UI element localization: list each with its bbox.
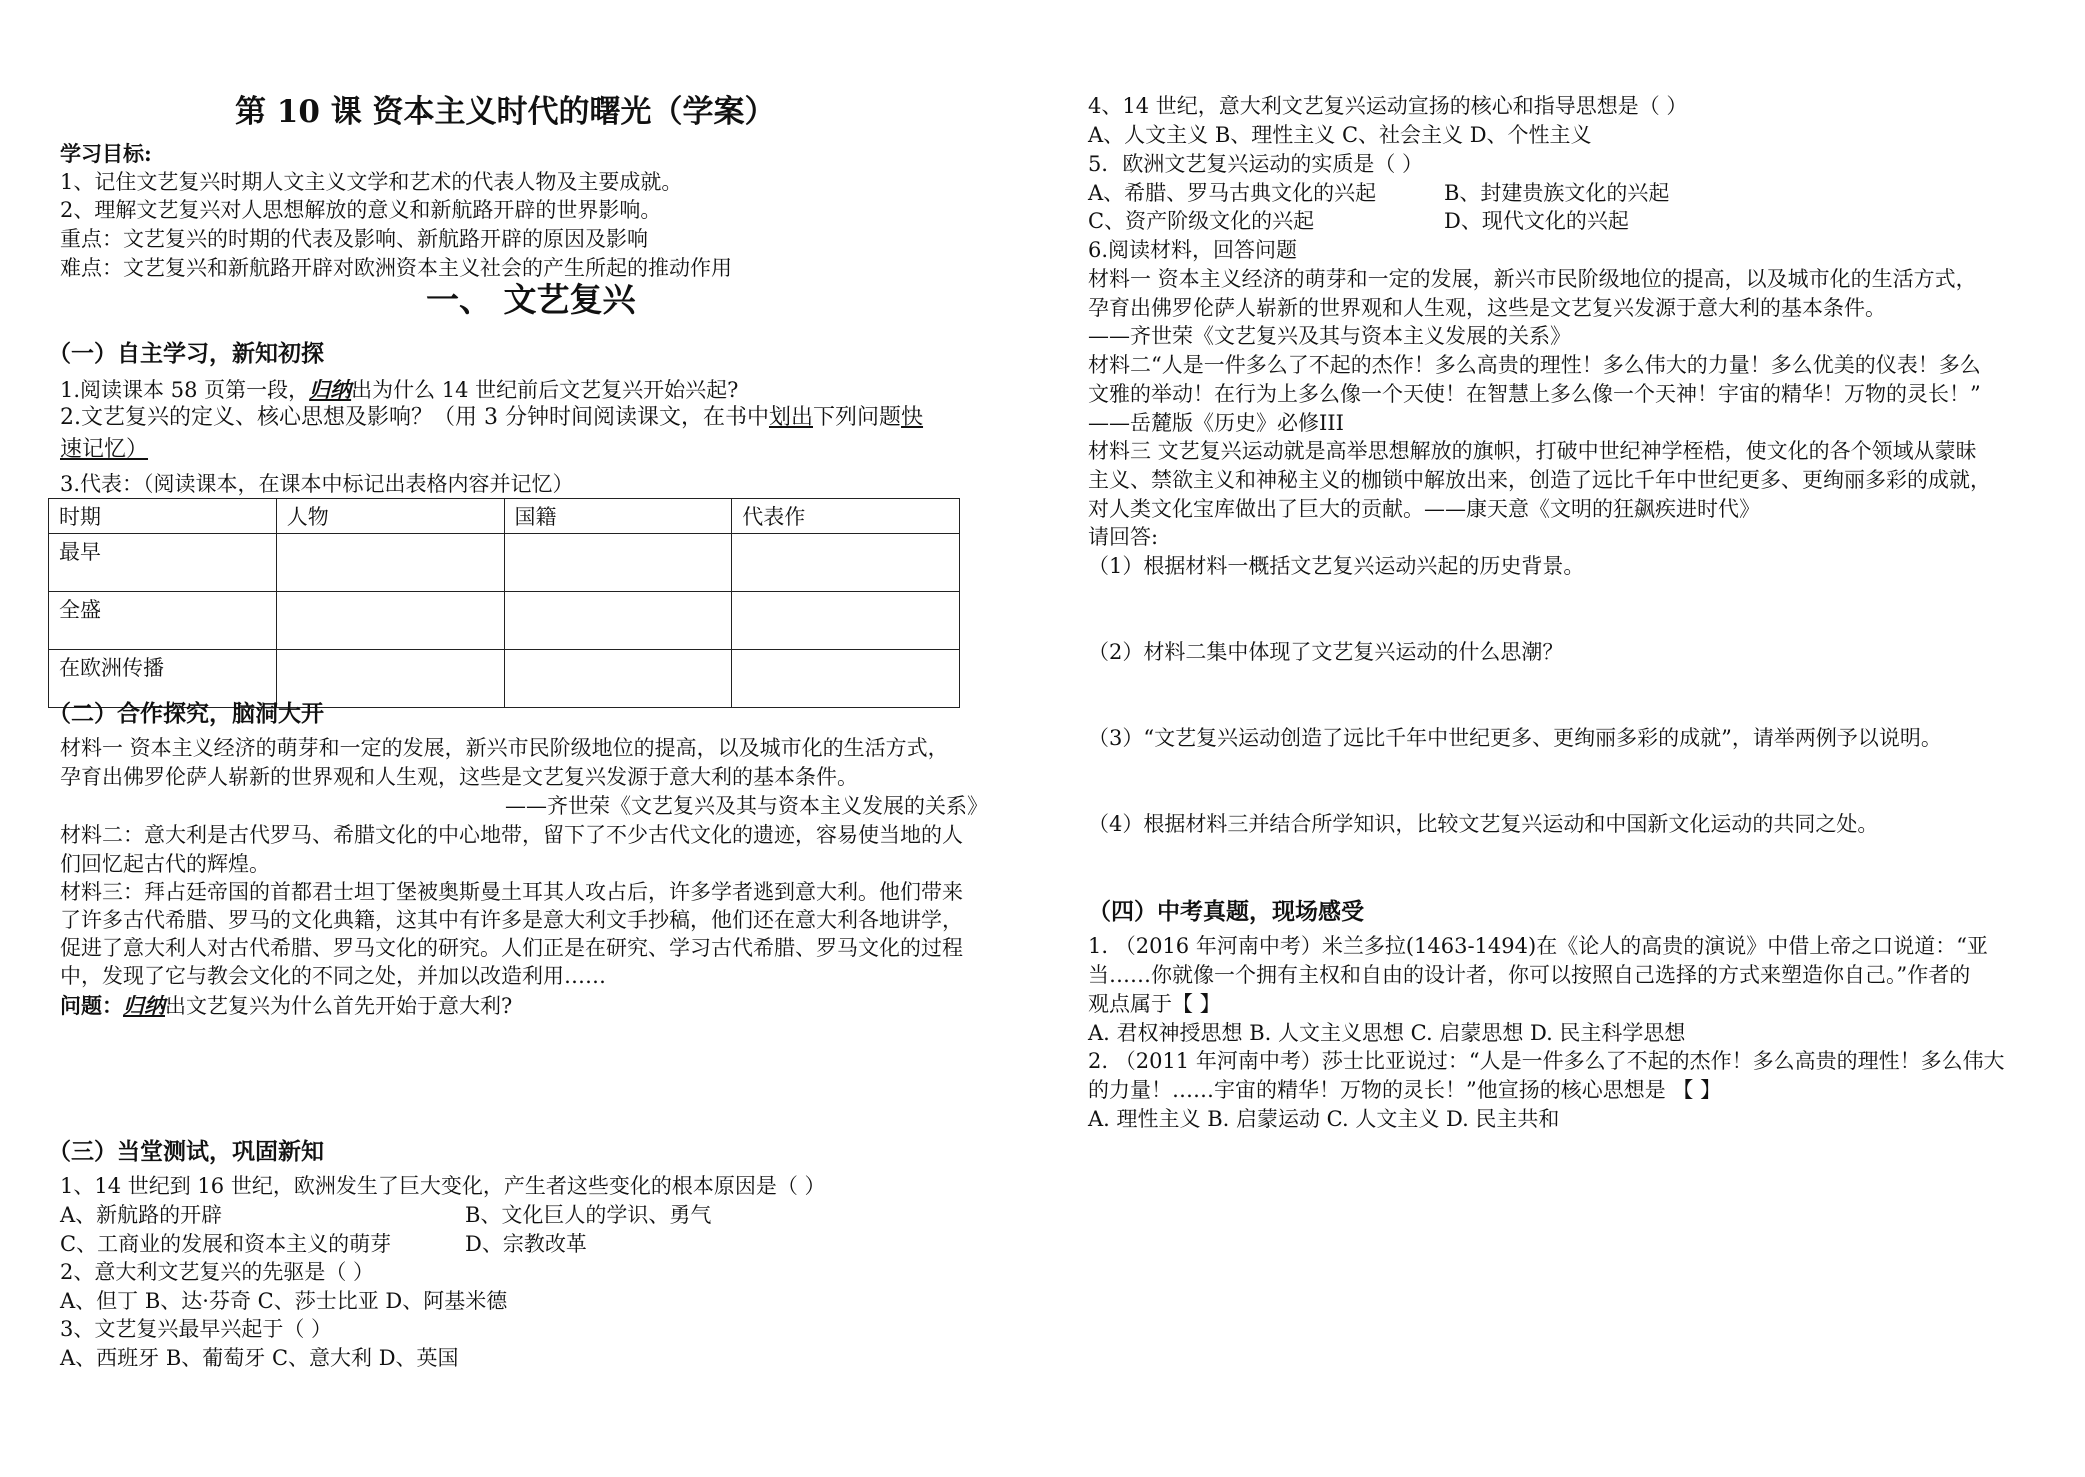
exam-q2: 的力量！……宇宙的精华！万物的灵长！”他宣扬的核心思想是 【 】 [1088, 1078, 1722, 1102]
test-q1-option: A、新航路的开辟 [60, 1203, 223, 1227]
self-study-q2-cont: 速记忆） [60, 437, 149, 462]
test-q1-option: B、文化巨人的学识、勇气 [465, 1203, 712, 1227]
exam-q2-options: A. 理性主义 B. 启蒙运动 C. 人文主义 D. 民主共和 [1088, 1107, 1560, 1131]
test-material-1: 材料一 资本主义经济的萌芽和一定的发展，新兴市民阶级地位的提高，以及城市化的生活方式， [1088, 267, 1977, 291]
test-q1-option: C、工商业的发展和资本主义的萌芽 [60, 1232, 392, 1256]
table-cell[interactable] [504, 650, 732, 708]
question-keyword: 归纳 [123, 993, 165, 1018]
answer-prompt: 请回答: [1088, 525, 1159, 549]
self-study-q1 [60, 376, 738, 404]
test-material-1-source: ——齐世荣《文艺复兴及其与资本主义发展的关系》 [1088, 324, 1571, 348]
q1-keyword: 归纳 [309, 377, 352, 402]
table-cell[interactable] [276, 592, 504, 650]
test-q4: 4、14 世纪，意大利文艺复兴运动宣扬的核心和指导思想是（ ） [1088, 94, 1688, 118]
coop-material-1: 孕育出佛罗伦萨人崭新的世界观和人生观，这些是文艺复兴发源于意大利的基本条件。 [60, 765, 858, 789]
self-study-heading: （一）自主学习，新知初探 [48, 340, 324, 367]
coop-material-1-source: ——齐世荣《文艺复兴及其与资本主义发展的关系》 [505, 794, 988, 818]
table-cell[interactable] [276, 534, 504, 592]
exam-q1: 观点属于【 】 [1088, 992, 1221, 1016]
self-study-q3: 3.代表：（阅读课本，在课本中标记出表格内容并记忆） [60, 472, 574, 496]
coop-question [60, 992, 512, 1020]
test-heading: （三）当堂测试，巩固新知 [48, 1138, 324, 1165]
coop-material-3: 了许多古代希腊、罗马的文化典籍，这其中有许多是意大利文手抄稿，他们还在意大利各地讲学， [60, 908, 963, 932]
table-cell[interactable] [504, 592, 732, 650]
objective-item: 1、记住文艺复兴时期人文主义文学和艺术的代表人物及主要成就。 [60, 170, 683, 194]
coop-material-2: 们回忆起古代的辉煌。 [60, 852, 270, 876]
table-row-label: 全盛 [49, 592, 277, 650]
coop-material-3: 中，发现了它与教会文化的不同之处，并加以改造利用…… [60, 964, 606, 988]
question-label: 问题： [60, 993, 123, 1018]
q1-text: 1.阅读课本 58 页第一段， [60, 378, 310, 402]
table-header: 代表作 [732, 499, 960, 534]
table-cell[interactable] [732, 650, 960, 708]
table-header: 人物 [276, 499, 504, 534]
coop-material-1: 材料一 资本主义经济的萌芽和一定的发展，新兴市民阶级地位的提高，以及城市化的生活方式， [60, 736, 949, 760]
table-cell[interactable] [732, 534, 960, 592]
objective-item: 2、理解文艺复兴对人思想解放的意义和新航路开辟的世界影响。 [60, 198, 662, 222]
test-q5-option: D、现代文化的兴起 [1444, 209, 1629, 233]
coop-material-3: 材料三：拜占廷帝国的首都君士坦丁堡被奥斯曼土耳其人攻占后，许多学者逃到意大利。他们带来 [60, 880, 963, 904]
table-cell[interactable] [504, 534, 732, 592]
table-row-label: 最早 [49, 534, 277, 592]
test-material-2: 文雅的举动！在行为上多么像一个天使！在智慧上多么像一个天神！宇宙的精华！万物的灵长！” [1088, 382, 1981, 406]
test-material-2-source: ——岳麓版《历史》必修III [1088, 411, 1344, 435]
table-cell[interactable] [276, 650, 504, 708]
q1-text-end: 出为什么 14 世纪前后文艺复兴开始兴起? [351, 378, 739, 402]
question-text: 出文艺复兴为什么首先开始于意大利? [165, 994, 513, 1018]
sub-question: （1）根据材料一概括文艺复兴运动兴起的历史背景。 [1088, 554, 1585, 578]
difficult-points: 难点：文艺复兴和新航路开辟对欧洲资本主义社会的产生所起的推动作用 [60, 256, 732, 280]
q2-underline: 划出 [768, 405, 813, 430]
page-title: 第 10 课 资本主义时代的曙光（学案） [235, 94, 776, 130]
q2-underline: 快 [901, 405, 924, 430]
table-header: 国籍 [504, 499, 732, 534]
self-study-q2 [60, 404, 923, 432]
test-q5-option: A、希腊、罗马古典文化的兴起 [1088, 181, 1377, 205]
q2-text-mid: 下列问题 [813, 405, 902, 430]
coop-heading: （二）合作探究，脑洞大开 [48, 700, 324, 727]
sub-question: （3）“文艺复兴运动创造了远比千年中世纪更多、更绚丽多彩的成就”，请举两例予以说明。 [1088, 726, 1942, 750]
representatives-table [48, 498, 960, 708]
test-q1: 1、14 世纪到 16 世纪，欧洲发生了巨大变化，产生者这些变化的根本原因是（ ） [60, 1174, 826, 1198]
test-material-1: 孕育出佛罗伦萨人崭新的世界观和人生观，这些是文艺复兴发源于意大利的基本条件。 [1088, 296, 1886, 320]
exam-q1-options: A. 君权神授思想 B. 人文主义思想 C. 启蒙思想 D. 民主科学思想 [1088, 1021, 1686, 1045]
test-material-3: 主义、禁欲主义和神秘主义的枷锁中解放出来，创造了远比千年中世纪更多、更绚丽多彩的成就， [1088, 468, 1991, 492]
exam-q2: 2. （2011 年河南中考）莎士比亚说过：“人是一件多么了不起的杰作！多么高贵的理性！多么伟大 [1088, 1049, 2005, 1073]
test-q5-option: C、资产阶级文化的兴起 [1088, 209, 1315, 233]
table-header: 时期 [49, 499, 277, 534]
test-q5-option: B、封建贵族文化的兴起 [1444, 181, 1670, 205]
sub-question: （2）材料二集中体现了文艺复兴运动的什么思潮？ [1088, 640, 1564, 664]
exam-heading: （四）中考真题，现场感受 [1088, 898, 1364, 925]
test-q5: 5．欧洲文艺复兴运动的实质是（ ） [1088, 152, 1424, 176]
test-q1-option: D、宗教改革 [465, 1232, 587, 1256]
objectives-heading: 学习目标: [60, 141, 152, 166]
test-q3: 3、文艺复兴最早兴起于（ ） [60, 1317, 333, 1341]
test-q4-options: A、人文主义 B、理性主义 C、社会主义 D、个性主义 [1088, 123, 1592, 147]
coop-material-2: 材料二：意大利是古代罗马、希腊文化的中心地带，留下了不少古代文化的遗迹，容易使当地的人 [60, 823, 963, 847]
test-material-3: 材料三 文艺复兴运动就是高举思想解放的旗帜，打破中世纪神学桎梏，使文化的各个领域从蒙昧 [1088, 439, 1977, 463]
table-cell[interactable] [732, 592, 960, 650]
test-q3-options: A、西班牙 B、葡萄牙 C、意大利 D、英国 [60, 1346, 459, 1370]
test-material-3: 对人类文化宝库做出了巨大的贡献。——康天意《文明的狂飙疾进时代》 [1088, 497, 1760, 521]
table-row-label: 在欧洲传播 [49, 650, 277, 708]
q2-text: 2.文艺复兴的定义、核心思想及影响？（用 3 分钟时间阅读课文，在书中 [60, 405, 769, 430]
sub-question: （4）根据材料三并结合所学知识，比较文艺复兴运动和中国新文化运动的共同之处。 [1088, 812, 1879, 836]
exam-q1: 当……你就像一个拥有主权和自由的设计者，你可以按照自己选择的方式来塑造你自己。”作者的 [1088, 963, 1971, 987]
key-points: 重点：文艺复兴的时期的代表及影响、新航路开辟的原因及影响 [60, 227, 648, 251]
part-title: 一、 文艺复兴 [426, 280, 636, 319]
test-q2-options: A、但丁 B、达·芬奇 C、莎士比亚 D、阿基米德 [60, 1289, 508, 1313]
test-material-2: 材料二“人是一件多么了不起的杰作！多么高贵的理性！多么伟大的力量！多么优美的仪表！多么 [1088, 353, 1981, 377]
coop-material-3: 促进了意大利人对古代希腊、罗马文化的研究。人们正是在研究、学习古代希腊、罗马文化的过程 [60, 936, 963, 960]
test-q2: 2、意大利文艺复兴的先驱是（ ） [60, 1260, 375, 1284]
test-q6: 6.阅读材料，回答问题 [1088, 238, 1298, 262]
exam-q1: 1. （2016 年河南中考）米兰多拉(1463-1494)在《论人的高贵的演说》中借上帝之口说道：“亚 [1088, 934, 1988, 958]
